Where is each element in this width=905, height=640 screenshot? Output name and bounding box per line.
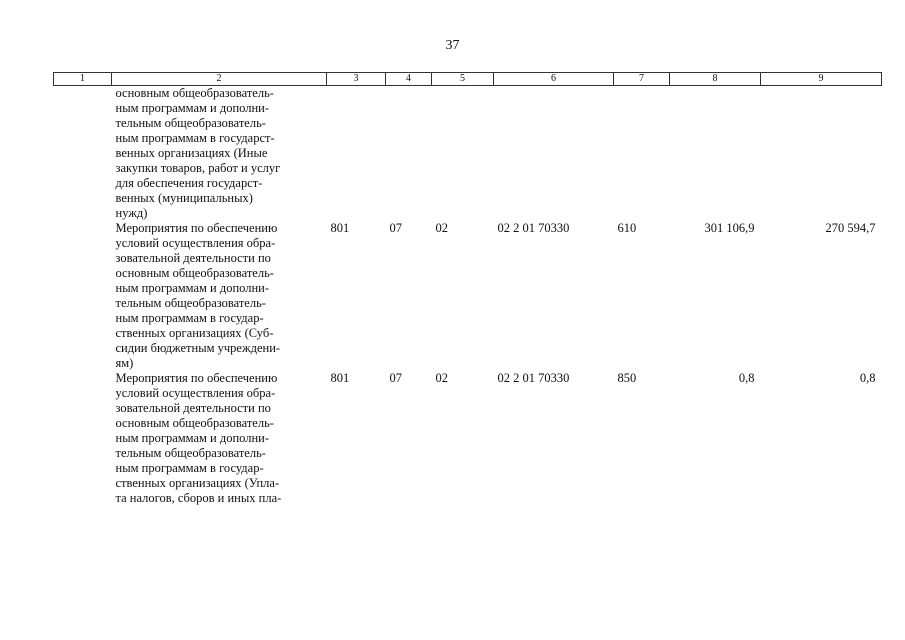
description-line: основным общеобразователь- <box>115 266 274 280</box>
header-col-8: 8 <box>670 73 761 86</box>
amount-2: 270 594,7 <box>825 221 876 235</box>
description-line: ным программам в государ- <box>115 461 264 475</box>
expense-type-code: 610 <box>617 221 637 235</box>
amount-2 <box>761 86 882 222</box>
description-line: ным программам в государ- <box>115 311 264 325</box>
subsection-code: 02 <box>435 221 448 235</box>
expense-type-code: 850 <box>617 371 637 385</box>
section-code <box>386 86 432 222</box>
header-row <box>54 73 882 86</box>
amount-1 <box>670 86 761 222</box>
description-line: тельным общеобразователь- <box>115 116 266 130</box>
header-col-2: 2 <box>112 73 327 86</box>
table-body <box>54 86 882 507</box>
header-col-7: 7 <box>614 73 670 86</box>
description-line: для обеспечения государст- <box>115 176 263 190</box>
row-description <box>112 221 327 371</box>
description-line: ным программам и дополни- <box>115 281 270 295</box>
section-code: 07 <box>389 371 402 385</box>
description-line: венных организациях (Иные <box>115 146 268 160</box>
description-line: ным программам и дополни- <box>115 101 270 115</box>
row-index-cell <box>54 371 112 506</box>
header-col-6: 6 <box>494 73 614 86</box>
target-code: 02 2 01 70330 <box>497 221 570 235</box>
description-line: ственных организациях (Суб- <box>115 326 274 340</box>
ministry-code: 801 <box>330 221 350 235</box>
table-row <box>54 371 882 506</box>
description-line: условий осуществления обра- <box>115 236 276 250</box>
header-col-9: 9 <box>761 73 882 86</box>
description-line: зовательной деятельности по <box>115 401 271 415</box>
row-index-cell <box>54 86 112 222</box>
budget-table <box>53 72 882 506</box>
description-line: венных (муниципальных) <box>115 191 253 205</box>
description-line: зовательной деятельности по <box>115 251 271 265</box>
description-line: тельным общеобразователь- <box>115 446 266 460</box>
expense-type-code <box>614 86 670 222</box>
row-index-cell <box>54 221 112 371</box>
description-line: условий осуществления обра- <box>115 386 276 400</box>
ministry-code <box>327 86 386 222</box>
header-col-5: 5 <box>432 73 494 86</box>
header-col-4: 4 <box>386 73 432 86</box>
description-line: Мероприятия по обеспечению <box>115 221 278 235</box>
description-line: та налогов, сборов и иных пла- <box>115 491 282 505</box>
description-line: тельным общеобразователь- <box>115 296 266 310</box>
target-code: 02 2 01 70330 <box>497 371 570 385</box>
description-line: сидии бюджетным учреждени- <box>115 341 281 355</box>
description-line: закупки товаров, работ и услуг <box>115 161 281 175</box>
description-line: нужд) <box>115 206 148 220</box>
row-description <box>112 86 327 222</box>
amount-2: 0,8 <box>859 371 876 385</box>
header-col-3: 3 <box>327 73 386 86</box>
header-col-1: 1 <box>54 73 112 86</box>
table-row <box>54 221 882 371</box>
row-description <box>112 371 327 506</box>
section-code: 07 <box>389 221 402 235</box>
subsection-code <box>432 86 494 222</box>
description-line: ным программам и дополни- <box>115 431 270 445</box>
description-line: основным общеобразователь- <box>115 416 274 430</box>
subsection-code: 02 <box>435 371 448 385</box>
amount-1: 301 106,9 <box>704 221 755 235</box>
description-line: ственных организациях (Упла- <box>115 476 280 490</box>
table-header <box>54 73 882 86</box>
table-row <box>54 86 882 222</box>
ministry-code: 801 <box>330 371 350 385</box>
description-line: Мероприятия по обеспечению <box>115 371 278 385</box>
amount-1: 0,8 <box>738 371 755 385</box>
description-line: ным программам в государст- <box>115 131 275 145</box>
description-line: ям) <box>115 356 134 370</box>
description-line: основным общеобразователь- <box>115 86 274 100</box>
page-number: 37 <box>445 38 460 53</box>
target-code <box>494 86 614 222</box>
